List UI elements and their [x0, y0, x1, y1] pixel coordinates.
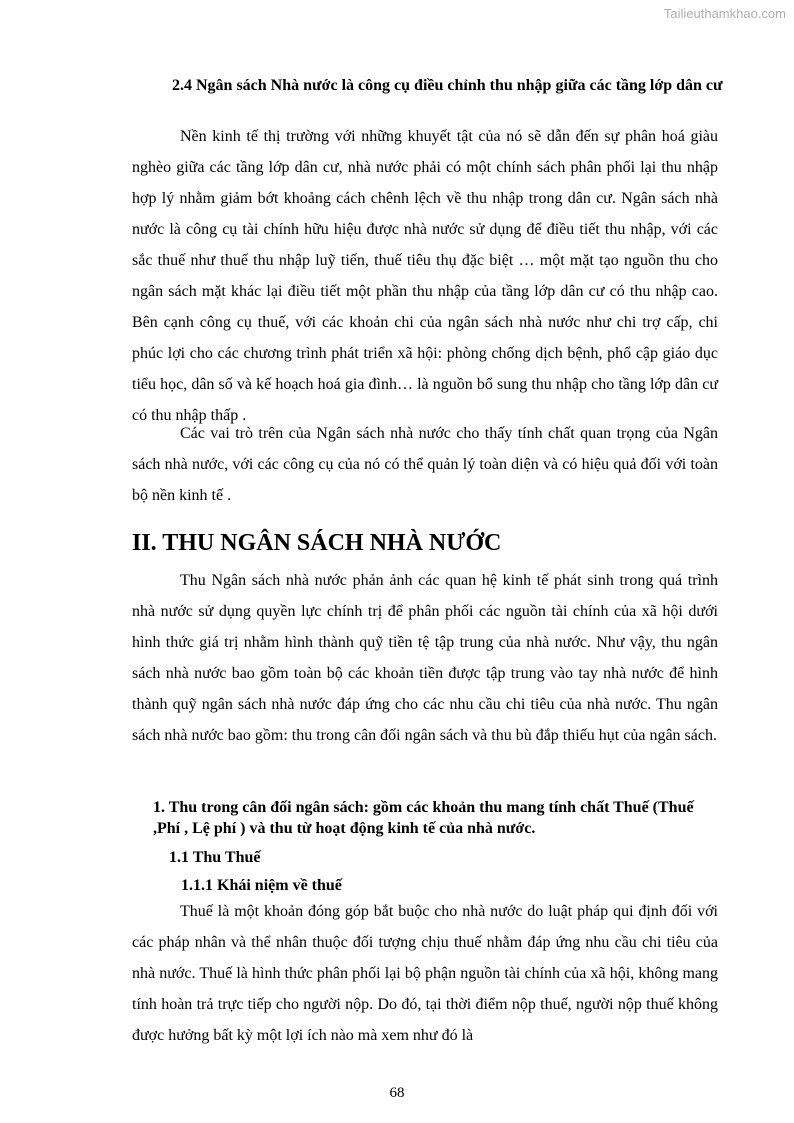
section-1-heading: 1. Thu trong cân đối ngân sách: gồm các khoản thu mang tính chất Thuế (Thuế ,Phí , Lệ phí ) và thu từ hoạt động kinh tế của nhà nước.	[153, 799, 694, 837]
section-II-paragraph: Thu Ngân sách nhà nước phản ảnh các quan hệ kinh tế phát sinh trong quá trình nhà nước sử dụng quyền lực chính trị để phân phối các nguồn tài chính của xã hội dưới hình thức giá trị nhằm hình thành quỹ tiền tệ tập trung của nhà nước. Như vậy, thu ngân sách nhà nước bao gồm toàn bộ các khoản tiền được tập trung vào tay nhà nước để hình thành quỹ ngân sách nhà nước đáp ứng cho các nhu cầu chi tiêu của nhà nước. Thu ngân sách nhà nước bao gồm: thu trong cân đối ngân sách và thu bù đắp thiếu hụt của ngân sách.	[132, 572, 718, 744]
section-2-4-paragraph-2: Các vai trò trên của Ngân sách nhà nước cho thấy tính chất quan trọng của Ngân sách nhà nước, với các công cụ của nó có thể quản lý toàn diện và có hiệu quả đối với toàn bộ nền kinh tế .	[132, 425, 718, 504]
watermark: Tailieuthamkhao.com	[663, 6, 786, 21]
section-2-4-paragraph-1: Nền kinh tế thị trường với những khuyết tật của nó sẽ dẫn đến sự phân hoá giàu nghèo giữa các tầng lớp dân cư, nhà nước phải có một chính sách phân phối lại thu nhập hợp lý nhằm giảm bớt khoảng cách chênh lệch về thu nhập trong dân cư. Ngân sách nhà nước là công cụ tài chính hữu hiệu được nhà nước sử dụng để điều tiết thu nhập, với các sắc thuế như thuế thu nhập luỹ tiến, thuế tiêu thụ đặc biệt … một mặt tạo nguồn thu cho ngân sách mặt khác lại điều tiết một phần thu nhập của tầng lớp dân cư có thu nhập cao. Bên cạnh công cụ thuế, với các khoản chi của ngân sách nhà nước như chi trợ cấp, chi phúc lợi cho các chương trình phát triển xã hội: phòng chống dịch bệnh, phổ cập giáo dục tiểu học, dân số và kế hoạch hoá gia đình… là nguồn bổ sung thu nhập cho tầng lớp dân cư có thu nhập thấp .	[132, 128, 718, 424]
section-2-4-heading: 2.4 Ngân sách Nhà nước là công cụ điều chỉnh thu nhập giữa các tầng lớp dân cư	[172, 77, 723, 94]
section-1-1-1-heading: 1.1.1 Khái niệm về thuế	[181, 877, 342, 894]
section-1-1-heading: 1.1 Thu Thuế	[169, 849, 261, 866]
section-1-1-1-paragraph: Thuế là một khoản đóng góp bắt buộc cho nhà nước do luật pháp qui định đối với các pháp nhân và thể nhân thuộc đối tượng chịu thuế nhằm đáp ứng nhu cầu chi tiêu của nhà nước. Thuế là hình thức phân phối lại bộ phận nguồn tài chính của xã hội, không mang tính hoàn trả trực tiếp cho người nộp. Do đó, tại thời điểm nộp thuế, người nộp thuế không được hưởng bất kỳ một lợi ích nào mà xem như đó là	[132, 903, 718, 1044]
page-number: 68	[389, 1085, 405, 1101]
section-II-heading: II. THU NGÂN SÁCH NHÀ NƯỚC	[132, 530, 502, 556]
